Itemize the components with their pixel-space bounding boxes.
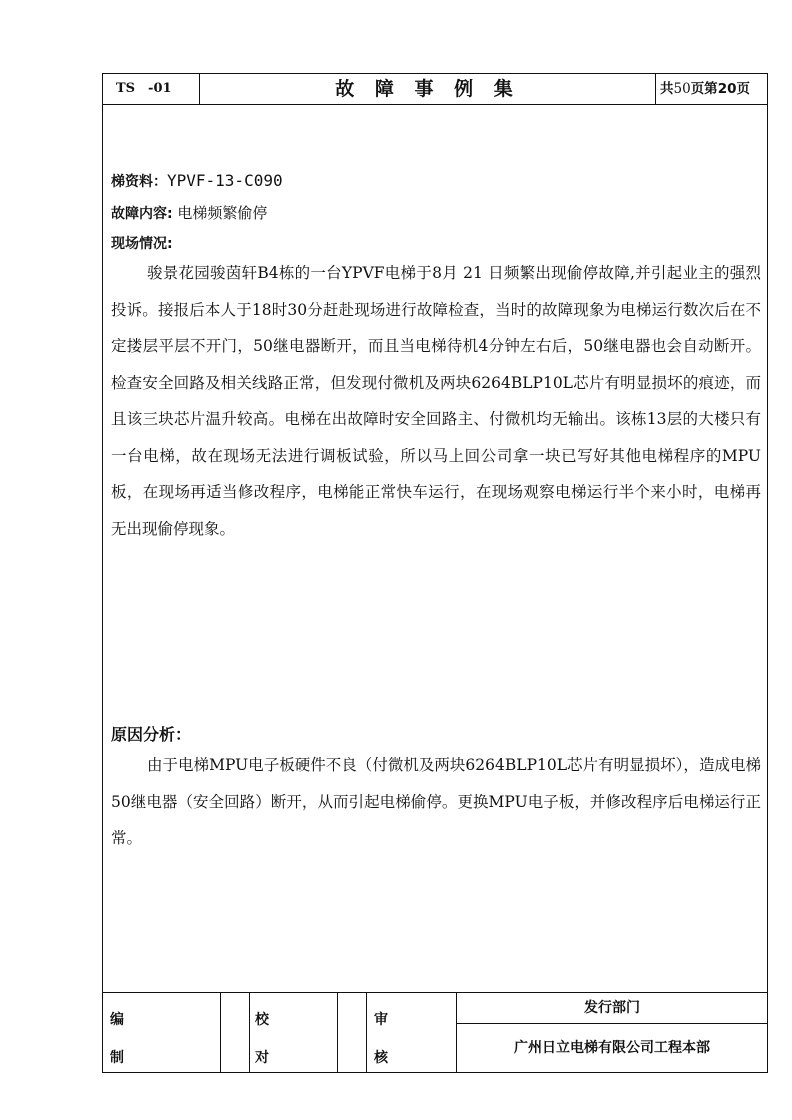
fault-line — [111, 202, 267, 223]
scene-line — [111, 233, 173, 253]
doc-title: 故 障 事 例 集 — [200, 74, 656, 104]
scene-label: 现场情况: — [111, 236, 173, 252]
edit-sign-cell — [221, 993, 250, 1073]
check-char-1: 校 — [255, 1012, 269, 1028]
dept-name: 广州日立电梯有限公司工程本部 — [514, 1040, 710, 1056]
doc-code: TS -01 — [103, 74, 200, 104]
dept-label: 发行部门 — [457, 993, 767, 1024]
footer-row — [103, 992, 767, 1073]
review-char-2: 核 — [374, 1050, 388, 1066]
review-cell — [367, 993, 457, 1073]
document-frame — [102, 73, 768, 1073]
review-char-1: 审 — [374, 1012, 388, 1028]
cause-paragraph: 由于电梯MPU电子板硬件不良（付微机及两块6264BLP10L芯片有明显损坏），造成电梯50继电器（安全回路）断开，从而引起电梯偷停。更换MPU电子板，并修改程序后电梯运行正常。 — [111, 756, 761, 847]
model-line — [111, 171, 283, 191]
current-page: 20 — [717, 81, 737, 97]
header-row — [103, 74, 767, 105]
fault-value: 电梯频繁偷停 — [172, 204, 268, 222]
dept-cell — [457, 993, 767, 1073]
page-indicator — [655, 74, 768, 104]
page-mid: 页第 — [690, 81, 718, 97]
model-value: YPVF-13-C090 — [167, 171, 283, 190]
edit-cell — [103, 993, 221, 1073]
cause-heading: 原因分析： — [111, 725, 192, 744]
total-pages: 50 — [673, 81, 691, 97]
edit-char-1: 编 — [110, 1012, 124, 1028]
check-sign-cell — [338, 993, 367, 1073]
page-suffix: 页 — [736, 81, 750, 97]
page-prefix: 共 — [660, 81, 674, 97]
fault-label: 故障内容: — [111, 206, 173, 222]
edit-char-2: 制 — [110, 1050, 124, 1066]
scene-paragraph: 骏景花园骏茵轩B4栋的一台YPVF电梯于8月 21 日频繁出现偷停故障,并引起业主的强烈投诉。接报后本人于18时30分赶赴现场进行故障检查，当时的故障现象为电梯运行数次后在不定搂层平层不开门，50继电器断开，而且当电梯待机4分钟左右后，50继电器也会自动断开。检查安全回路及相关线路正常，但发现付微机及两块6264BLP10L芯片有明显损坏的痕迹，而且该三块芯片温升较高。电梯在出故障时安全回路主、付微机均无输出。该栋13层的大楼只有一台电梯，故在现场无法进行调板试验，所以马上回公司拿一块已写好其他电梯程序的MPU板，在现场再适当修改程序，电梯能正常快车运行，在现场观察电梯运行半个来小时，电梯再无出现偷停现象。 — [111, 264, 761, 538]
model-label: 梯资料： — [111, 174, 167, 190]
check-char-2: 对 — [255, 1050, 269, 1066]
check-cell — [250, 993, 338, 1073]
